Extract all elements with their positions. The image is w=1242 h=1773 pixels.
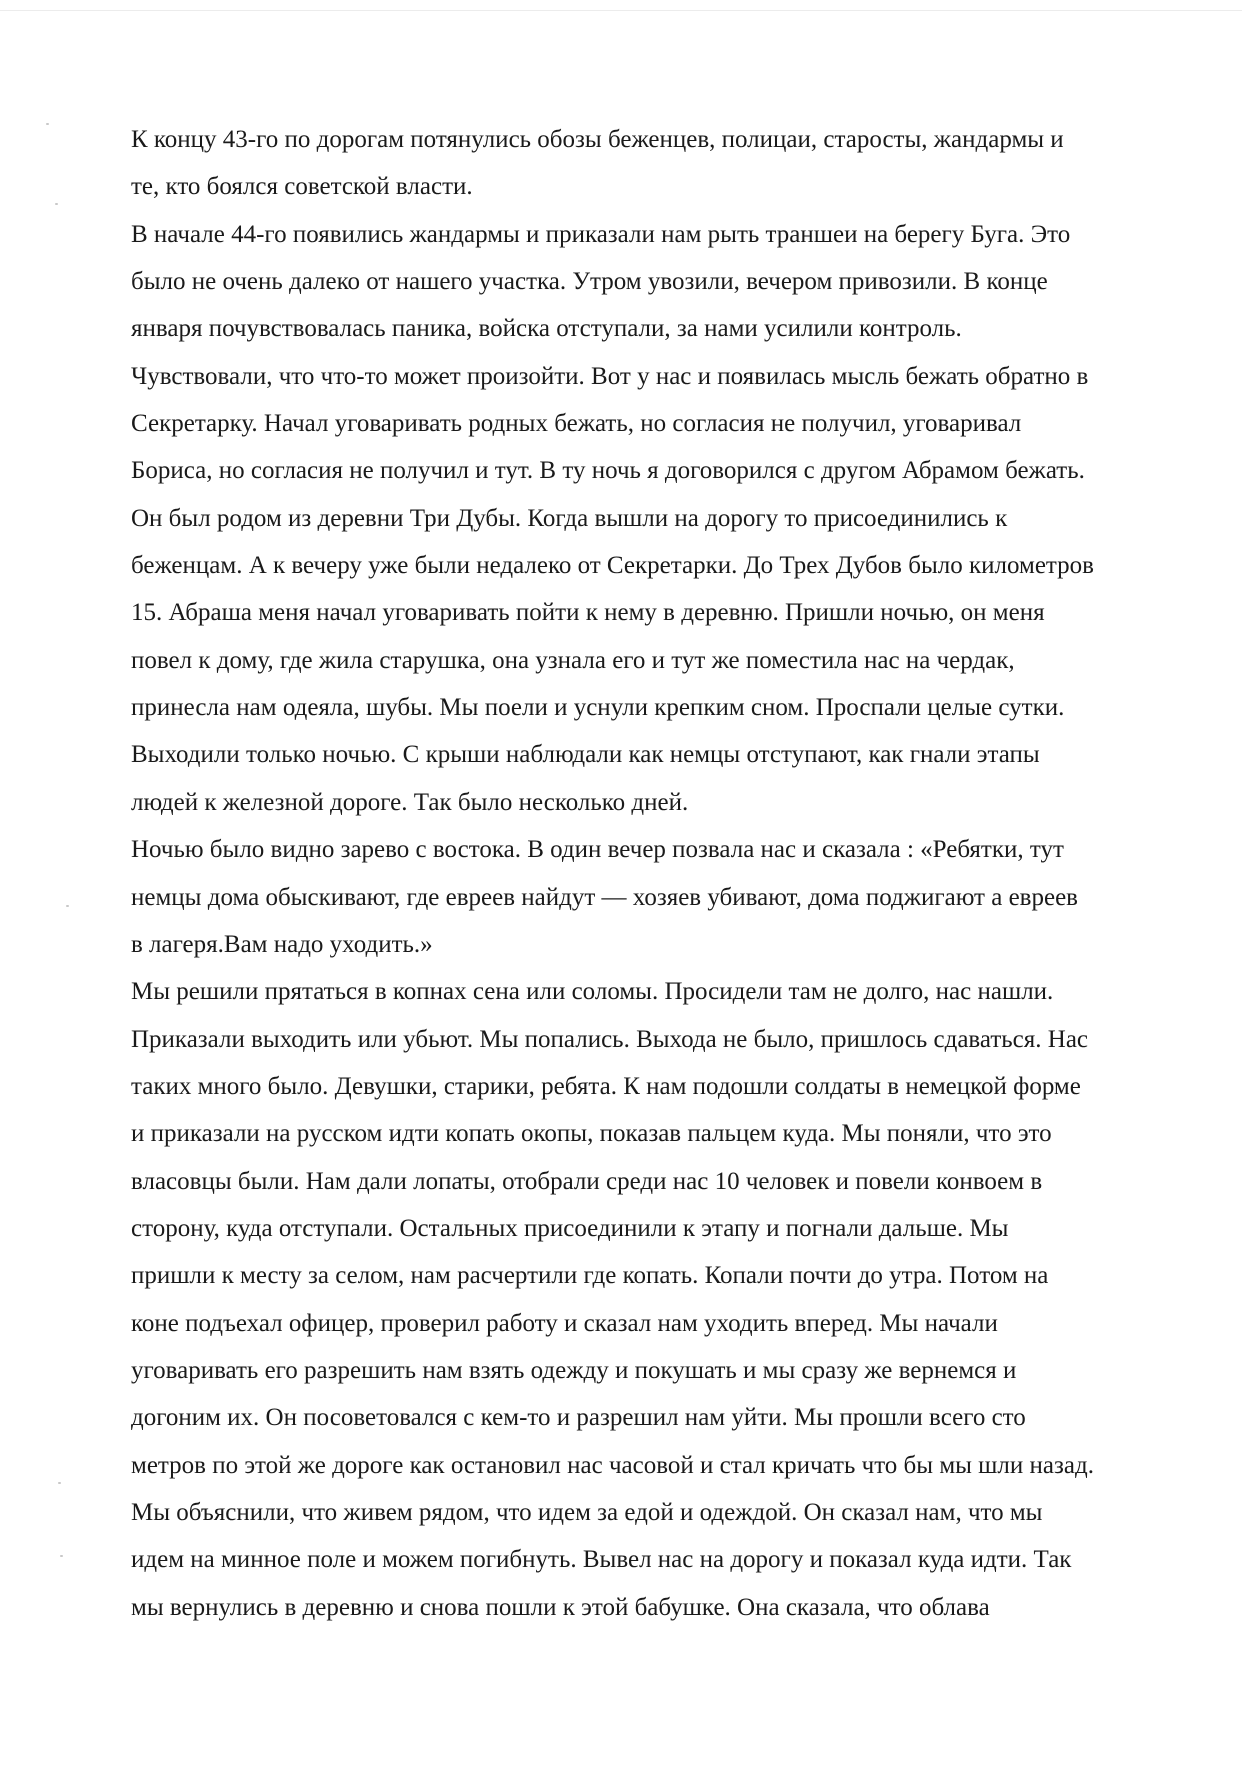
text-line: повел к дому, где жила старушка, она узнала его и тут же поместила нас на чердак,	[131, 646, 1015, 674]
text-line: Мы объяснили, что живем рядом, что идем за едой и одеждой. Он сказал нам, что мы	[131, 1498, 1043, 1526]
text-line: метров по этой же дороге как остановил нас часовой и стал кричать что бы мы шли назад.	[131, 1451, 1094, 1479]
text-line: 15. Абраша меня начал уговаривать пойти к нему в деревню. Пришли ночью, он меня	[131, 599, 1045, 627]
scan-speck	[55, 203, 58, 205]
text-line: Бориса, но согласия не получил и тут. В ту ночь я договорился с другом Абрамом бежать.	[131, 457, 1085, 485]
body-text	[131, 116, 1191, 1631]
text-line: Выходили только ночью. С крыши наблюдали как немцы отступают, как гнали этапы	[131, 741, 1040, 769]
text-line: уговаривать его разрешить нам взять одежду и покушать и мы сразу же вернемся и	[131, 1356, 1017, 1384]
text-line: Он был родом из деревни Три Дубы. Когда вышли на дорогу то присоединились к	[131, 504, 1008, 532]
text-line: мы вернулись в деревню и снова пошли к этой бабушке. Она сказала, что облава	[131, 1593, 990, 1621]
scan-speck	[58, 1482, 61, 1484]
text-line: Мы решили прятаться в копнах сена или соломы. Просидели там не долго, нас нашли.	[131, 978, 1054, 1006]
text-line: В начале 44-го появились жандармы и приказали нам рыть траншеи на берегу Буга. Это	[131, 220, 1071, 248]
text-line: было не очень далеко от нашего участка. Утром увозили, вечером привозили. В конце	[131, 268, 1048, 296]
text-line: таких много было. Девушки, старики, ребята. К нам подошли солдаты в немецкой форме	[131, 1072, 1081, 1100]
text-line: Секретарку. Начал уговаривать родных бежать, но согласия не получил, уговаривал	[131, 410, 1022, 438]
text-line: немцы дома обыскивают, где евреев найдут — хозяев убивают, дома поджигают а евреев	[131, 883, 1078, 911]
scan-top-edge	[0, 10, 1242, 11]
text-line: догоним их. Он посоветовался с кем-то и разрешил нам уйти. Мы прошли всего сто	[131, 1404, 1026, 1432]
text-line: января почувствовалась паника, войска отступали, за нами усилили контроль.	[131, 315, 962, 343]
text-line: Ночью было видно зарево с востока. В один вечер позвала нас и сказала : «Ребятки, тут	[131, 836, 1064, 864]
text-line: власовцы были. Нам дали лопаты, отобрали среди нас 10 человек и повели конвоем в	[131, 1167, 1043, 1195]
text-line: и приказали на русском идти копать окопы, показав пальцем куда. Мы поняли, что это	[131, 1120, 1052, 1148]
text-line: сторону, куда отступали. Остальных присоединили к этапу и погнали дальше. Мы	[131, 1214, 1009, 1242]
text-line: те, кто боялся советской власти.	[131, 173, 473, 201]
text-line: принесла нам одеяла, шубы. Мы поели и уснули крепким сном. Проспали целые сутки.	[131, 694, 1065, 722]
text-line: пришли к месту за селом, нам расчертили где копать. Копали почти до утра. Потом на	[131, 1262, 1049, 1290]
text-line: Приказали выходить или убьют. Мы попались. Выхода не было, пришлось сдаваться. Нас	[131, 1025, 1089, 1053]
text-line: коне подъехал офицер, проверил работу и сказал нам уходить вперед. Мы начали	[131, 1309, 998, 1337]
text-line: беженцам. А к вечеру уже были недалеко от Секретарки. До Трех Дубов было километров	[131, 552, 1094, 580]
text-line: людей к железной дороге. Так было несколько дней.	[131, 788, 689, 816]
scan-speck	[60, 1555, 63, 1557]
text-line: Чувствовали, что что-то может произойти. Вот у нас и появилась мысль бежать обратно в	[131, 362, 1089, 390]
text-line: в лагеря.Вам надо уходить.»	[131, 930, 433, 958]
text-line: К концу 43-го по дорогам потянулись обозы беженцев, полицаи, старосты, жандармы и	[131, 126, 1064, 153]
text-line: идем на минное поле и можем погибнуть. Вывел нас на дорогу и показал куда идти. Так	[131, 1546, 1072, 1574]
scan-speck	[66, 905, 69, 907]
scan-speck	[46, 123, 49, 125]
